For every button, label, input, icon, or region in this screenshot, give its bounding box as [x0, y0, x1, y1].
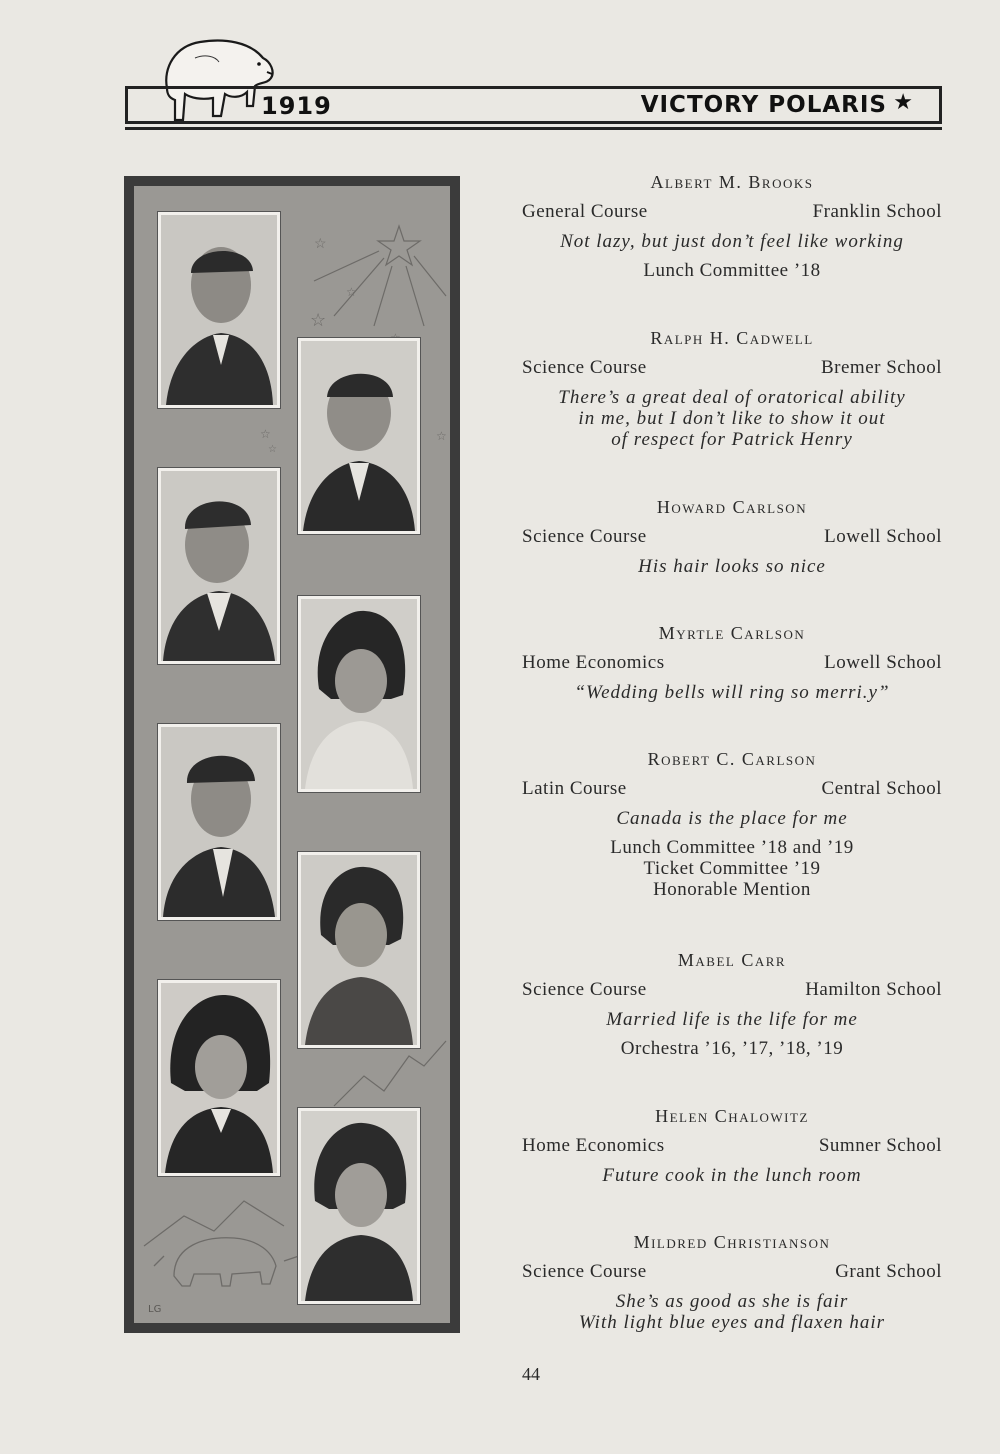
student-entry: [522, 1106, 942, 1186]
quote: [522, 1165, 942, 1186]
svg-text:☆: ☆: [310, 310, 327, 330]
student-entry: [522, 497, 942, 577]
school: Franklin School: [812, 201, 942, 222]
svg-text:☆: ☆: [346, 285, 357, 299]
quote-line: With light blue eyes and flaxen hair: [578, 1312, 886, 1333]
student-photo-4: [298, 596, 420, 792]
student-name: Albert M. Brooks: [650, 172, 814, 192]
svg-text:☆: ☆: [268, 444, 277, 455]
course: Latin Course: [522, 778, 627, 799]
student-photo-2: [298, 338, 420, 534]
quote-line: Not lazy, but just don’t feel like working: [560, 231, 904, 252]
school: Sumner School: [818, 1135, 942, 1156]
course: Home Economics: [522, 1135, 665, 1156]
activities: [522, 260, 942, 281]
student-entry: [522, 1232, 942, 1333]
student-entry: [522, 749, 942, 900]
student-photo-7: [158, 980, 280, 1176]
student-photo-6: [298, 852, 420, 1048]
svg-text:☆: ☆: [436, 429, 447, 443]
polar-bear-sketch-icon: [154, 1238, 299, 1286]
student-entry: [522, 328, 942, 450]
photo-panel-background: [134, 186, 450, 1323]
student-name: Myrtle Carlson: [658, 623, 806, 643]
header-title: VICTORY POLARIS: [640, 92, 887, 118]
activity: Lunch Committee ’18 and ’19: [610, 837, 854, 858]
svg-text:☆: ☆: [314, 237, 327, 252]
student-name: Howard Carlson: [656, 497, 808, 517]
activity: Orchestra ’16, ’17, ’18, ’19: [620, 1038, 844, 1059]
quote: [522, 231, 942, 252]
student-entry: [522, 950, 942, 1059]
school: Lowell School: [824, 526, 942, 547]
quote: [522, 387, 942, 450]
student-name: Mildred Christianson: [633, 1232, 831, 1252]
course: Science Course: [522, 1261, 647, 1282]
activity: Honorable Mention: [653, 879, 811, 900]
quote-line: There’s a great deal of oratorical ability: [558, 387, 906, 408]
course: Home Economics: [522, 652, 665, 673]
quote: [522, 808, 942, 829]
shooting-star-icon: [314, 226, 446, 326]
quote-line: She’s as good as she is fair: [615, 1291, 849, 1312]
school: Bremer School: [820, 357, 942, 378]
course: Science Course: [522, 526, 647, 547]
quote: [522, 556, 942, 577]
quote-line: in me, but I don’t like to show it out: [578, 408, 886, 429]
quote-line: Future cook in the lunch room: [602, 1165, 862, 1186]
school: Central School: [821, 778, 942, 799]
student-photo-3: [158, 468, 280, 664]
quote-line: of respect for Patrick Henry: [611, 429, 853, 450]
quote-line: Married life is the life for me: [606, 1009, 858, 1030]
school: Lowell School: [824, 652, 942, 673]
panel-signature: LG: [148, 1304, 162, 1315]
student-name: Mabel Carr: [677, 950, 787, 970]
quote-line: Canada is the place for me: [616, 808, 848, 829]
header-year: 1919: [261, 92, 332, 120]
quote: [522, 682, 942, 703]
quote: [522, 1009, 942, 1030]
activity: Lunch Committee ’18: [643, 260, 821, 281]
student-photo-1: [158, 212, 280, 408]
student-name: Ralph H. Cadwell: [650, 328, 814, 348]
activity: Ticket Committee ’19: [643, 858, 821, 879]
svg-text:☆: ☆: [260, 427, 271, 441]
student-entry: [522, 172, 942, 281]
school: Grant School: [835, 1261, 942, 1282]
activities: [522, 1038, 942, 1059]
student-photo-8: [298, 1108, 420, 1304]
course: General Course: [522, 201, 648, 222]
quote-line: “Wedding bells will ring so merri.y”: [574, 682, 890, 703]
page-header: [125, 28, 945, 138]
quote-line: His hair looks so nice: [638, 556, 826, 577]
polar-bear-icon: [155, 28, 275, 128]
activities: [522, 837, 942, 900]
course: Science Course: [522, 979, 647, 1000]
student-photo-5: [158, 724, 280, 920]
school: Hamilton School: [805, 979, 942, 1000]
photo-panel: [124, 176, 460, 1333]
course: Science Course: [522, 357, 647, 378]
student-entry: [522, 623, 942, 703]
student-name: Helen Chalowitz: [655, 1106, 809, 1126]
star-icon: ★: [893, 90, 913, 115]
quote: [522, 1291, 942, 1333]
page-number: 44: [522, 1364, 540, 1384]
student-name: Robert C. Carlson: [647, 749, 817, 769]
